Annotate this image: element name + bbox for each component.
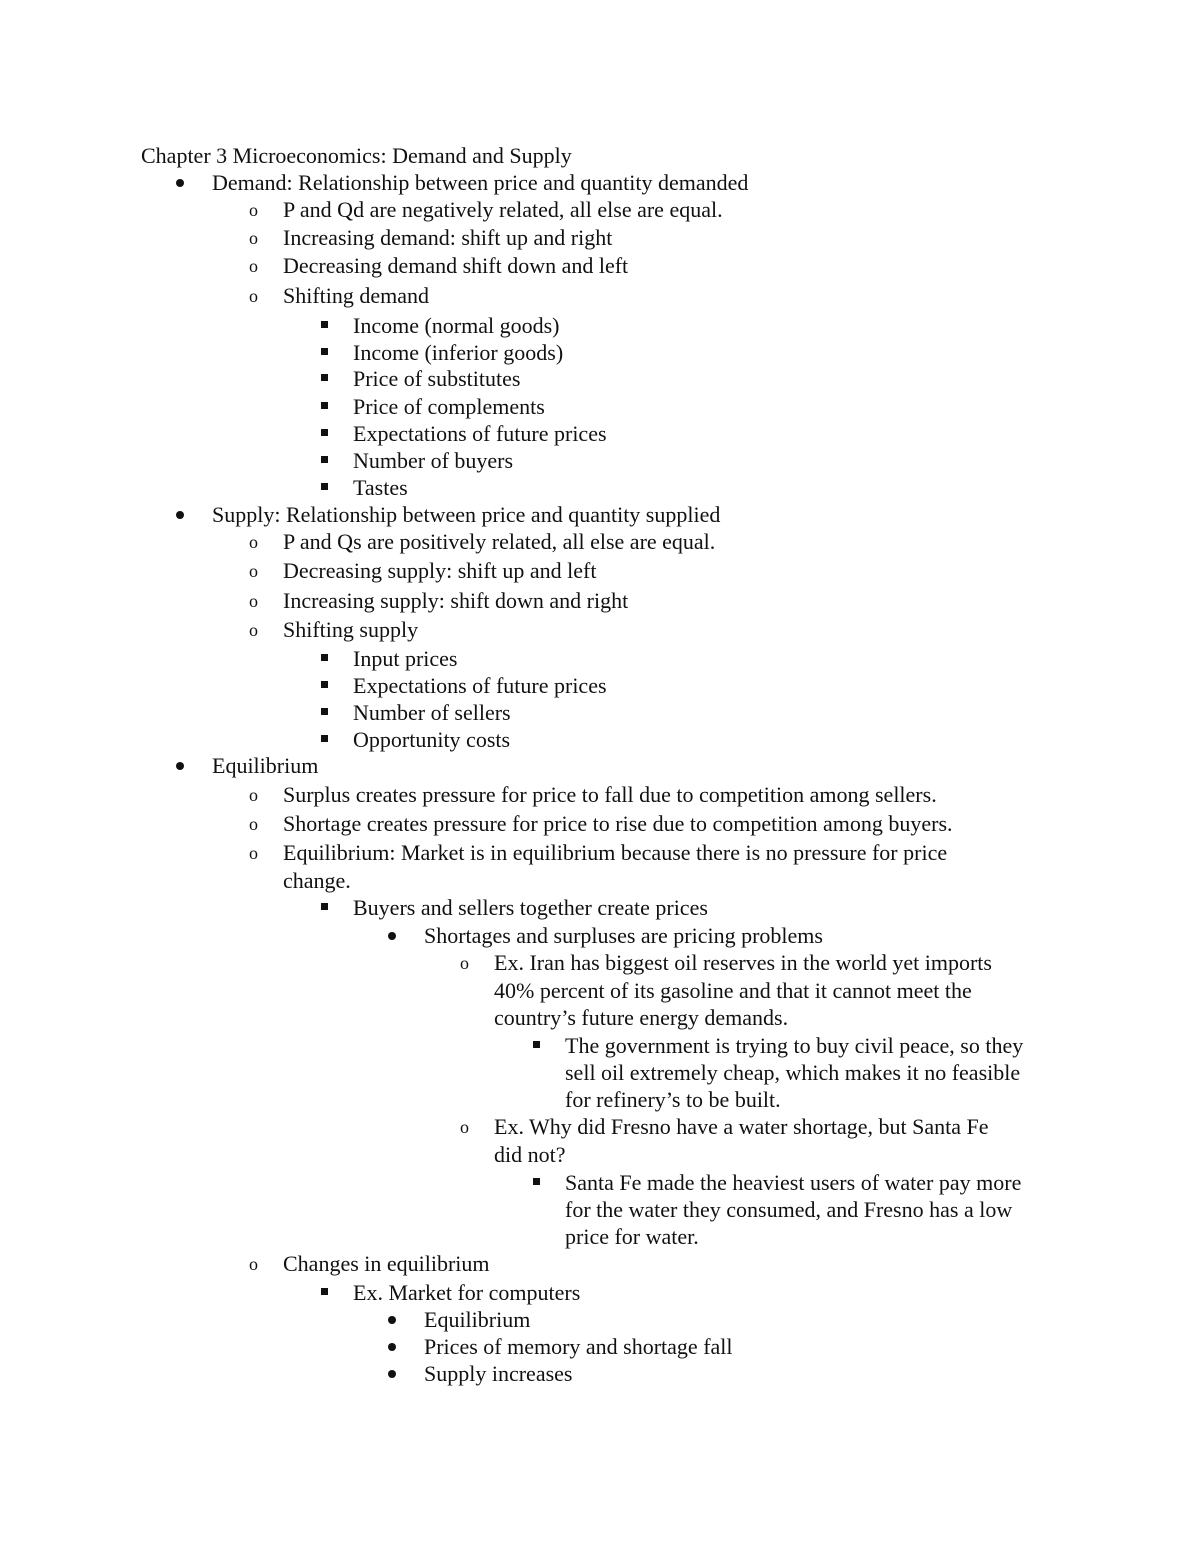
outline-item: Income (normal goods): [353, 313, 560, 338]
bullet-square-icon: [321, 654, 328, 661]
outline-item: Shortage creates pressure for price to rise due to competition among buyers.: [283, 811, 953, 836]
bullet-square-icon: [533, 1041, 540, 1048]
outline-item: Shortages and surpluses are pricing problems: [424, 923, 823, 948]
bullet-circle-icon: o: [249, 561, 258, 581]
bullet-square-icon: [321, 483, 328, 490]
bullet-square-icon: [321, 708, 328, 715]
bullet-square-icon: [321, 903, 328, 910]
outline-item: Number of buyers: [353, 448, 514, 473]
outline-item: Decreasing demand shift down and left: [283, 253, 629, 278]
bullet-disc-icon: [388, 1343, 396, 1351]
outline-item-continuation: price for water.: [565, 1224, 699, 1249]
outline-item: Number of sellers: [353, 700, 511, 725]
bullet-disc-icon: [388, 1316, 396, 1324]
bullet-circle-icon: o: [460, 953, 469, 973]
bullet-circle-icon: o: [249, 814, 258, 834]
bullet-circle-icon: o: [249, 532, 258, 552]
outline-item: Supply: Relationship between price and quantity supplied: [212, 502, 721, 527]
outline-item: The government is trying to buy civil peace, so they: [565, 1033, 1024, 1058]
outline-item: Surplus creates pressure for price to fall due to competition among sellers.: [283, 782, 937, 807]
bullet-square-icon: [321, 348, 328, 355]
bullet-square-icon: [321, 456, 328, 463]
document-title: Chapter 3 Microeconomics: Demand and Supply: [141, 143, 572, 168]
outline-item: P and Qs are positively related, all else are equal.: [283, 529, 716, 554]
outline-item: Shifting demand: [283, 283, 430, 308]
bullet-circle-icon: o: [249, 256, 258, 276]
outline-item: Ex. Why did Fresno have a water shortage, but Santa Fe: [494, 1114, 989, 1139]
outline-item: Equilibrium: [424, 1307, 531, 1332]
bullet-square-icon: [321, 402, 328, 409]
bullet-disc-icon: [176, 179, 184, 187]
outline-item: Tastes: [353, 475, 408, 500]
outline-item: Buyers and sellers together create prices: [353, 895, 708, 920]
bullet-disc-icon: [176, 762, 184, 770]
outline-item-continuation: sell oil extremely cheap, which makes it no feasible: [565, 1060, 1021, 1085]
outline-item-continuation: 40% percent of its gasoline and that it cannot meet the: [494, 978, 972, 1003]
bullet-circle-icon: o: [249, 591, 258, 611]
bullet-square-icon: [533, 1178, 540, 1185]
outline-item: Changes in equilibrium: [283, 1251, 490, 1276]
outline-item: Decreasing supply: shift up and left: [283, 558, 597, 583]
bullet-circle-icon: o: [249, 286, 258, 306]
outline-item: Shifting supply: [283, 617, 419, 642]
bullet-square-icon: [321, 429, 328, 436]
outline-item-continuation: change.: [283, 868, 351, 893]
bullet-square-icon: [321, 1288, 328, 1295]
outline-item: Equilibrium: [212, 753, 319, 778]
bullet-disc-icon: [388, 932, 396, 940]
outline-item: Increasing demand: shift up and right: [283, 225, 613, 250]
outline-item-continuation: for refinery’s to be built.: [565, 1087, 781, 1112]
outline-item: Prices of memory and shortage fall: [424, 1334, 733, 1359]
outline-item: Opportunity costs: [353, 727, 511, 752]
outline-item: Supply increases: [424, 1361, 573, 1386]
outline-item: Input prices: [353, 646, 458, 671]
outline-item: Income (inferior goods): [353, 340, 564, 365]
bullet-circle-icon: o: [249, 620, 258, 640]
bullet-circle-icon: o: [249, 1254, 258, 1274]
outline-item-continuation: did not?: [494, 1142, 566, 1167]
outline-item: Price of complements: [353, 394, 545, 419]
bullet-disc-icon: [176, 511, 184, 519]
bullet-circle-icon: o: [249, 228, 258, 248]
outline-item: Ex. Iran has biggest oil reserves in the world yet imports: [494, 950, 992, 975]
outline-item: P and Qd are negatively related, all else are equal.: [283, 197, 723, 222]
bullet-circle-icon: o: [249, 200, 258, 220]
bullet-square-icon: [321, 374, 328, 381]
bullet-circle-icon: o: [249, 785, 258, 805]
bullet-square-icon: [321, 735, 328, 742]
outline-item: Santa Fe made the heaviest users of water pay more: [565, 1170, 1022, 1195]
outline-item: Expectations of future prices: [353, 673, 607, 698]
outline-item: Price of substitutes: [353, 366, 521, 391]
bullet-square-icon: [321, 681, 328, 688]
bullet-circle-icon: o: [460, 1117, 469, 1137]
outline-item: Ex. Market for computers: [353, 1280, 581, 1305]
outline-item: Expectations of future prices: [353, 421, 607, 446]
outline-item-continuation: country’s future energy demands.: [494, 1005, 789, 1030]
outline-item: Demand: Relationship between price and quantity demanded: [212, 170, 749, 195]
bullet-circle-icon: o: [249, 843, 258, 863]
bullet-square-icon: [321, 321, 328, 328]
outline-item: Equilibrium: Market is in equilibrium because there is no pressure for price: [283, 840, 948, 865]
outline-item: Increasing supply: shift down and right: [283, 588, 629, 613]
bullet-disc-icon: [388, 1370, 396, 1378]
outline-item-continuation: for the water they consumed, and Fresno has a low: [565, 1197, 1013, 1222]
